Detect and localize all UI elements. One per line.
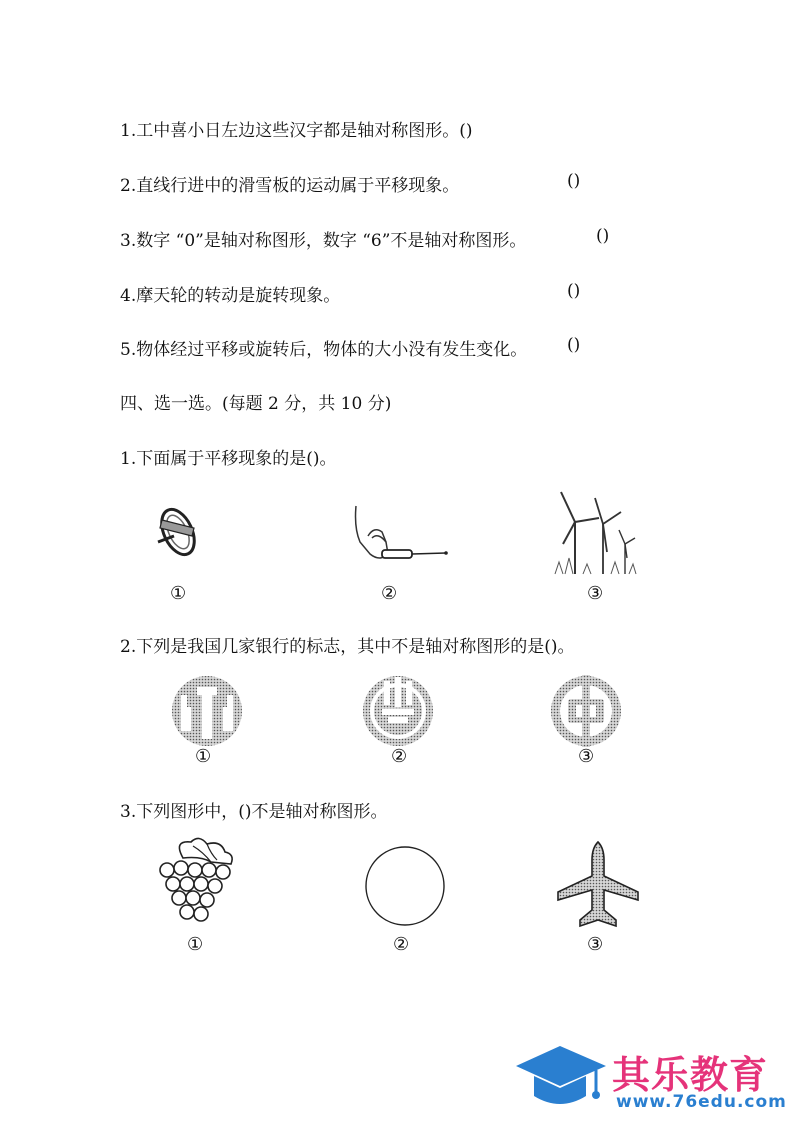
watermark-url: www.76edu.com <box>616 1092 787 1112</box>
q3-option-3: ③ <box>587 934 604 955</box>
grapes-icon <box>155 836 241 930</box>
q1-option-3: ③ <box>587 583 604 604</box>
agricultural-bank-logo-icon <box>362 675 434 747</box>
citic-bank-logo-icon <box>171 675 243 747</box>
question-2: 2.下列是我国几家银行的标志，其中不是轴对称图形的是()。 <box>120 637 575 657</box>
wind-turbines-icon <box>553 488 637 576</box>
bank-of-china-logo-icon <box>550 675 622 747</box>
ring-rotation-icon <box>152 500 204 566</box>
tf-paren-3: () <box>596 226 610 246</box>
q3-option-2: ② <box>393 934 410 955</box>
section-heading: 四、选一选。(每题 2 分，共 10 分) <box>120 394 392 414</box>
circle-icon <box>364 845 446 927</box>
q2-option-1: ① <box>195 746 212 767</box>
question-3: 3.下列图形中，()不是轴对称图形。 <box>120 802 388 822</box>
tf-item-2: 2.直线行进中的滑雪板的运动属于平移现象。 <box>120 176 460 196</box>
graduation-cap-icon <box>512 1042 608 1116</box>
airplane-icon <box>556 840 640 928</box>
tf-item-5: 5.物体经过平移或旋转后，物体的大小没有发生变化。 <box>120 340 528 360</box>
tf-paren-4: () <box>567 281 581 301</box>
q1-option-1: ① <box>170 583 187 604</box>
question-1: 1.下面属于平移现象的是()。 <box>120 449 337 469</box>
q1-option-2: ② <box>381 583 398 604</box>
tf-item-3: 3.数字 “0”是轴对称图形，数字 “6”不是轴对称图形。 <box>120 231 527 251</box>
hand-pulling-drawer-icon <box>350 502 450 568</box>
q3-option-1: ① <box>187 934 204 955</box>
tf-item-4: 4.摩天轮的转动是旋转现象。 <box>120 286 341 306</box>
watermark-brand: 其乐教育 <box>612 1053 769 1097</box>
q2-option-2: ② <box>391 746 408 767</box>
q2-option-3: ③ <box>578 746 595 767</box>
tf-paren-5: () <box>567 335 581 355</box>
tf-item-1: 1.工中喜小日左边这些汉字都是轴对称图形。() <box>120 121 473 141</box>
tf-paren-2: () <box>567 171 581 191</box>
